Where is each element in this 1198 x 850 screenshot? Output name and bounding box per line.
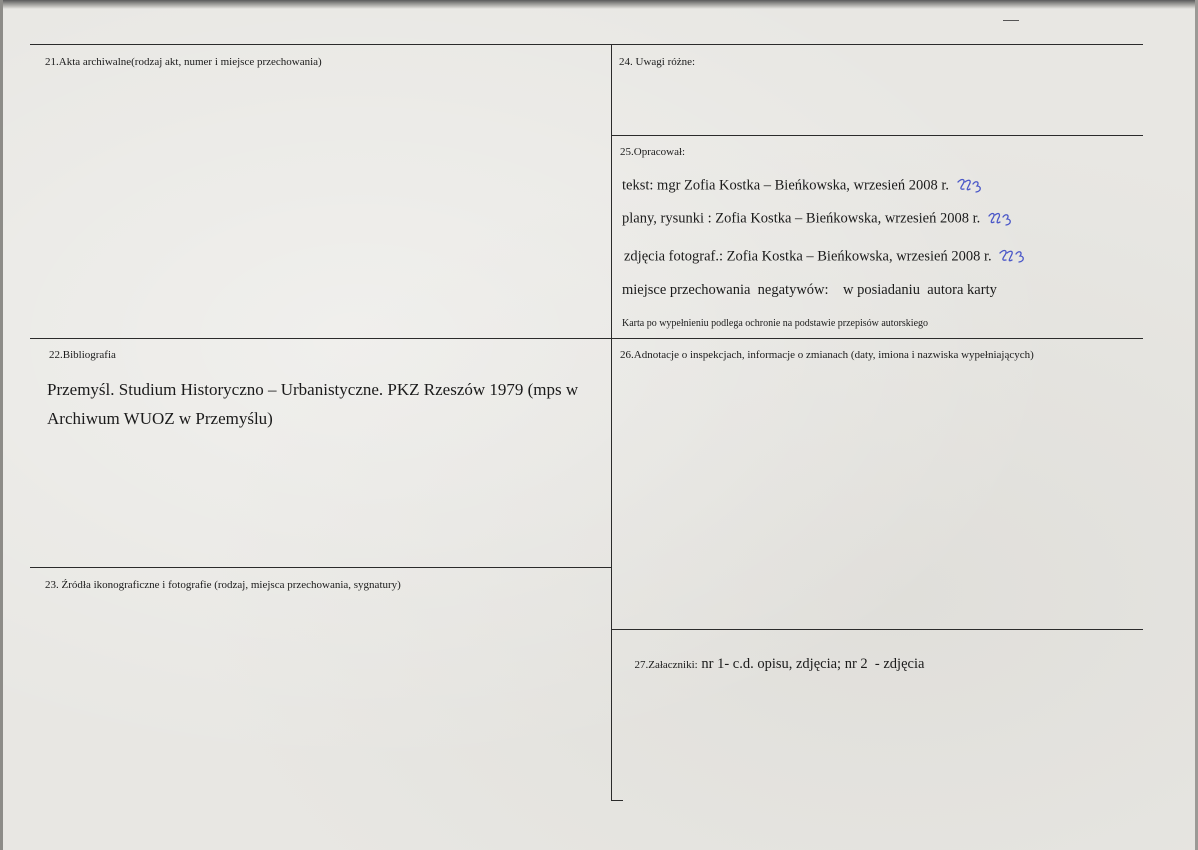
scan-top-edge <box>0 0 1198 9</box>
divider-22-23 <box>30 567 612 568</box>
section-27-label: 27.Załaczniki: <box>634 659 698 671</box>
author-photos-value: zdjęcia fotograf.: Zofia Kostka – Bieńkowska, wrzesień 2008 r. <box>624 248 992 265</box>
bibliography-line-1: Przemyśl. Studium Historyczno – Urbanistyczne. PKZ Rzeszów 1979 (mps w <box>47 380 579 399</box>
section-25-label: 25.Opracował: <box>620 146 686 158</box>
signature-initials <box>987 209 1015 229</box>
signature-initials <box>956 176 986 196</box>
negatives-location: miejsce przechowania negatywów: w posiadaniu autora karty <box>622 282 997 298</box>
divider-21-22 <box>30 338 1143 339</box>
center-divider <box>611 44 612 800</box>
author-text-line <box>622 176 986 196</box>
divider-24-25 <box>612 135 1143 136</box>
author-plans-line <box>622 209 1015 229</box>
author-plans-value: plany, rysunki : Zofia Kostka – Bieńkowska, wrzesień 2008 r. <box>622 210 981 227</box>
copyright-note: Karta po wypełnieniu podlega ochronie na podstawie przepisów autorskiego <box>622 318 929 329</box>
top-rule <box>30 44 1143 45</box>
section-23-label: 23. Źródła ikonograficzne i fotografie (rodzaj, miejsca przechowania, sygnatury) <box>45 579 401 591</box>
attachments-value: nr 1- c.d. opisu, zdjęcia; nr 2 - zdjęcia <box>697 656 925 672</box>
section-24-label: 24. Uwagi różne: <box>619 56 696 68</box>
scan-mark <box>1003 20 1019 21</box>
section-26-label: 26.Adnotacje o inspekcjach, informacje o zmianach (daty, imiona i nazwiska wypełniających) <box>620 349 1034 361</box>
attachments-line <box>620 639 924 690</box>
section-22-label: 22.Bibliografia <box>49 349 116 361</box>
bibliography-line-2: Archiwum WUOZ w Przemyślu) <box>47 409 273 428</box>
bottom-tick <box>611 800 623 801</box>
scan-left-edge <box>0 0 3 850</box>
signature-initials <box>998 247 1028 267</box>
section-21-label: 21.Akta archiwalne(rodzaj akt, numer i miejsce przechowania) <box>45 56 322 68</box>
divider-26-27 <box>612 629 1143 630</box>
author-photos-line <box>624 247 1028 267</box>
author-text-value: tekst: mgr Zofia Kostka – Bieńkowska, wrzesień 2008 r. <box>622 177 949 194</box>
